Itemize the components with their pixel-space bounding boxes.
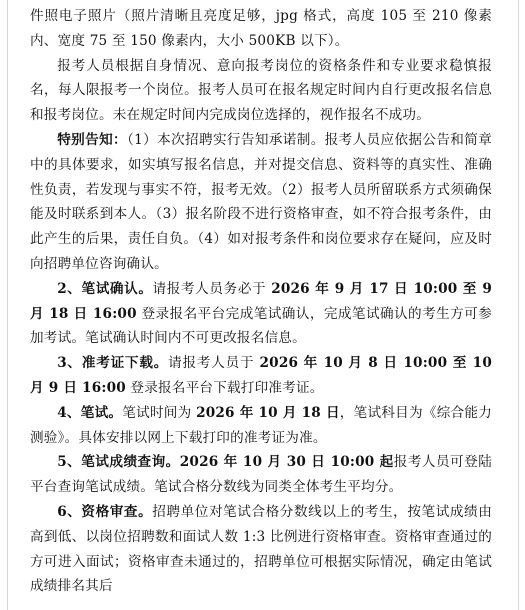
score-query-text: 报考人员可登陆平台查询笔试成绩。笔试合格分数线为同类全体考生平均分。 <box>30 454 492 496</box>
admission-ticket-period: 2026 年 10 月 8 日 10:00 至 10 月 9 日 16:00 <box>30 355 492 396</box>
admission-ticket-text-1: 请报考人员于 <box>168 355 260 372</box>
paragraph-written-exam <box>30 401 492 451</box>
special-notice-heading: 特别告知： <box>57 131 127 148</box>
paragraph-photo-requirements <box>30 4 492 54</box>
qualification-review-text: 招聘单位对笔试合格分数线以上的考生，按笔试成绩由高到低、以岗位招聘数和面试人数 1:3 比例进行资格审查。资格审查通过的方可进入面试；资格审查未通过的，招聘单位可根据实际情况，确定由笔试成绩排名其后 <box>30 503 492 595</box>
page-left-edge <box>7 0 8 610</box>
written-exam-text-2: ，笔试科目为《综合能力测验》。具体安排以网上下载打印的准考证为准。 <box>30 404 493 446</box>
photo-requirements-text: 件照电子照片（照片清晰且亮度足够，jpg 格式，高度 105 至 210 像素内、宽度 75 至 150 像素内，大小 500KB 以下）。 <box>30 8 492 49</box>
written-exam-date: 2026 年 10 月 18 日 <box>196 404 340 421</box>
written-exam-heading: 4、笔试。 <box>57 404 123 421</box>
paragraph-qualification-review <box>30 500 492 599</box>
exam-confirmation-heading: 2、笔试确认。 <box>57 280 153 297</box>
paragraph-exam-confirmation <box>30 277 492 351</box>
written-exam-text-1: 笔试时间为 <box>122 404 197 421</box>
exam-confirmation-text-2: 登录报名平台完成笔试确认，完成笔试确认的考生方可参加考试。笔试确认时间内不可更改报名信息。 <box>30 305 492 347</box>
admission-ticket-heading: 3、准考证下载。 <box>57 355 169 372</box>
paragraph-special-notice <box>30 128 492 277</box>
admission-ticket-text-2: 登录报名平台下载打印准考证。 <box>125 379 324 396</box>
qualification-review-heading: 6、资格审查。 <box>57 503 153 520</box>
page-right-edge <box>518 0 519 610</box>
exam-confirmation-text-1: 请报考人员务必于 <box>152 280 272 297</box>
position-selection-text: 报考人员根据自身情况、意向报考岗位的资格条件和专业要求稳慎报名，每人限报考一个岗位。报考人员可在报名规定时间内自行更改报名信息和报考岗位。未在规定时间内完成岗位选择的，视作报名不成功。 <box>30 57 492 124</box>
paragraph-position-selection <box>30 54 492 128</box>
score-query-date: 2026 年 10 月 30 日 10:00 起 <box>179 454 394 471</box>
paragraph-admission-ticket <box>30 351 492 401</box>
exam-confirmation-period: 2026 年 9 月 17 日 10:00 至 9 月 18 日 16:00 <box>30 280 492 322</box>
paragraph-score-query <box>30 450 492 500</box>
special-notice-text: （1）本次招聘实行告知承诺制。报考人员应依据公告和简章中的具体要求，如实填写报名信息，并对提交信息、资料等的真实性、准确性负责，若发现与事实不符，报考无效。（2）报考人员所留联系方式须确保能及时联系到本人。（3）报名阶段不进行资格审查，如不符合报考条件，由此产生的后果，责任自负。（4）如对报考条件和岗位要求存在疑问，应及时向招聘单位咨询确认。 <box>30 131 493 272</box>
score-query-heading: 5、笔试成绩查询。 <box>57 454 180 471</box>
